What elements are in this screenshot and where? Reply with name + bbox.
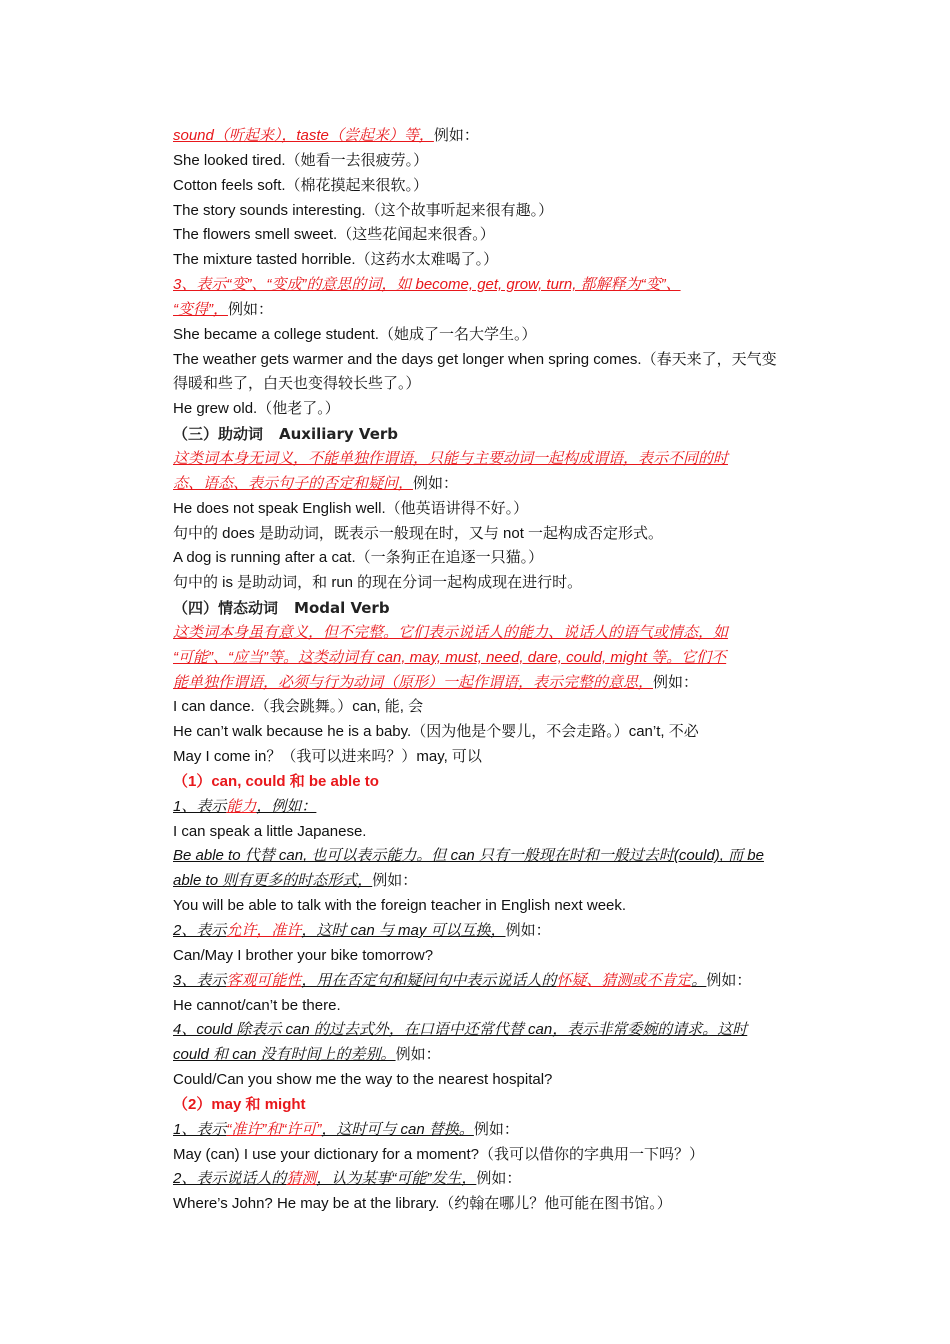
emphasis-text: “变得”，: [173, 300, 228, 318]
text-span: 例如：: [476, 1170, 522, 1188]
emphasis-text: 能单独作谓语，必须与行为动词（原形）一起作谓语，表示完整的意思，: [173, 673, 654, 691]
example-sentence: He does not speak English well.（他英语讲得不好。）: [173, 499, 529, 517]
text-span: 2、表示: [173, 922, 227, 939]
document-page: [173, 124, 813, 1217]
text-span: 例如：: [372, 872, 418, 890]
example-sentence: Where’s John? He may be at the library.（约翰在哪儿？他可能在图书馆。）: [173, 1195, 672, 1213]
underlined-text: 4、could 除表示 can 的过去式外，在口语中还常代替 can，表示非常委婉的请求。这时: [173, 1021, 748, 1039]
text-line: [173, 646, 813, 671]
text-line: [173, 1043, 813, 1068]
text-span: ，认为某事“可能”发生，: [316, 1170, 477, 1188]
emphasis-text: sound（听起来），taste（尝起来）等，: [173, 127, 434, 144]
example-sentence: The story sounds interesting.（这个故事听起来很有趣。）: [173, 201, 554, 219]
text-line: [173, 273, 813, 298]
emphasis-text: 客观可能性: [226, 971, 302, 989]
example-sentence: She became a college student.（她成了一名大学生。）: [173, 325, 537, 343]
example-sentence: He can’t walk because he is a baby.（因为他是个婴儿，不会走路。）can’t, 不必: [173, 723, 699, 741]
text-span: 例如：: [505, 922, 551, 939]
underlined-text: Be able to 代替 can, 也可以表示能力。但 can 只有一般现在时和一般过去时(could), 而 be: [173, 847, 764, 865]
text-span: 1、表示: [173, 1120, 227, 1138]
example-sentence: I can dance.（我会跳舞。）can, 能, 会: [173, 698, 424, 716]
example-sentence: May (can) I use your dictionary for a moment?（我可以借你的字典用一下吗？）: [173, 1145, 704, 1163]
emphasis-text: 猜测: [286, 1170, 317, 1188]
emphasis-text: “准许”和“许可”: [226, 1120, 322, 1138]
text-span: 。: [691, 971, 707, 989]
example-sentence: He grew old.（他老了。）: [173, 400, 340, 418]
text-line: [173, 969, 813, 994]
heading-en: Modal Verb: [294, 599, 390, 618]
text-line: [173, 919, 813, 944]
underlined-text: able to 则有更多的时态形式，: [173, 872, 373, 890]
text-span: 例如：: [395, 1046, 441, 1064]
example-sentence: The flowers smell sweet.（这些花闻起来很香。）: [173, 226, 495, 244]
text-span: 例如：: [433, 127, 479, 144]
text-span: 2、表示说话人的: [173, 1170, 287, 1188]
text-span: 例如：: [653, 673, 699, 691]
explanation-line: 句中的 is 是助动词，和 run 的现在分词一起构成现在进行时。: [173, 574, 583, 592]
emphasis-text: 3、表示“变”、“变成”的意思的词，如 become, get, grow, turn, 都解释为“变”、: [173, 276, 681, 294]
text-line: [173, 1167, 813, 1192]
text-span: 例如：: [228, 300, 274, 318]
example-sentence: He cannot/can’t be there.: [173, 996, 341, 1014]
text-line: [173, 844, 813, 869]
text-span: ，这时可与 can 替换。: [321, 1120, 474, 1138]
example-sentence: Can/May I brother your bike tomorrow?: [173, 946, 434, 964]
text-line: [173, 447, 813, 472]
text-line: [173, 1018, 813, 1043]
text-line: [173, 671, 813, 696]
underlined-text: could 和 can 没有时间上的差别。: [173, 1046, 396, 1064]
text-line: [173, 124, 813, 149]
example-sentence: Cotton feels soft.（棉花摸起来很软。）: [173, 176, 429, 194]
subsection-heading: （1）can, could 和 be able to: [173, 772, 379, 790]
text-line: [173, 472, 813, 497]
example-sentence: A dog is running after a cat.（一条狗正在追逐一只猫。）: [173, 549, 544, 567]
heading-cn: （四）情态动词: [173, 600, 279, 618]
section-heading: [173, 422, 813, 447]
example-sentence: You will be able to talk with the foreign teacher in English next week.: [173, 897, 627, 915]
text-line: [173, 621, 813, 646]
emphasis-text: 这类词本身虽有意义，但不完整。它们表示说话人的能力、说话人的语气或情态，如: [173, 623, 729, 641]
text-span: 例如：: [473, 1120, 519, 1138]
text-line: [173, 869, 813, 894]
example-sentence: Could/Can you show me the way to the nearest hospital?: [173, 1071, 553, 1089]
emphasis-text: 态、语态、表示句子的否定和疑问，: [173, 474, 414, 492]
subsection-heading: （2）may 和 might: [173, 1095, 306, 1113]
text-span: ，用在否定句和疑问句中表示说话人的: [301, 971, 557, 989]
heading-cn: （三）助动词: [173, 426, 264, 444]
emphasis-text: 能力: [226, 797, 257, 815]
text-line: [173, 795, 813, 820]
example-sentence: 得暖和些了，白天也变得较长些了。）: [173, 375, 421, 393]
emphasis-text: 怀疑、猜测或不肯定: [556, 971, 692, 989]
emphasis-text: 这类词本身无词义，不能单独作谓语，只能与主要动词一起构成谓语，表示不同的时: [173, 449, 729, 467]
heading-en: Auxiliary Verb: [279, 425, 399, 444]
emphasis-text: “可能”、“应当”等。这类动词有 can, may, must, need, dare, could, might 等。它们不: [173, 648, 727, 666]
example-sentence: She looked tired.（她看一去很疲劳。）: [173, 151, 429, 169]
section-heading: [173, 596, 813, 621]
example-sentence: The mixture tasted horrible.（这药水太难喝了。）: [173, 251, 499, 269]
text-span: 例如：: [706, 971, 752, 989]
emphasis-text: 允许，准许: [226, 922, 302, 939]
text-span: ，例如：: [256, 797, 317, 815]
text-span: 1、表示: [173, 797, 227, 815]
text-span: 例如：: [413, 474, 459, 492]
example-sentence: I can speak a little Japanese.: [173, 822, 367, 840]
explanation-line: 句中的 does 是助动词，既表示一般现在时，又与 not 一起构成否定形式。: [173, 524, 664, 542]
text-line: [173, 1118, 813, 1143]
example-sentence: The weather gets warmer and the days get longer when spring comes.（春天来了，天气变: [173, 350, 777, 368]
example-sentence: May I come in？（我可以进来吗？）may, 可以: [173, 748, 482, 766]
text-span: ，这时 can 与 may 可以互换，: [301, 922, 506, 939]
text-span: 3、表示: [173, 971, 227, 989]
text-line: [173, 298, 813, 323]
